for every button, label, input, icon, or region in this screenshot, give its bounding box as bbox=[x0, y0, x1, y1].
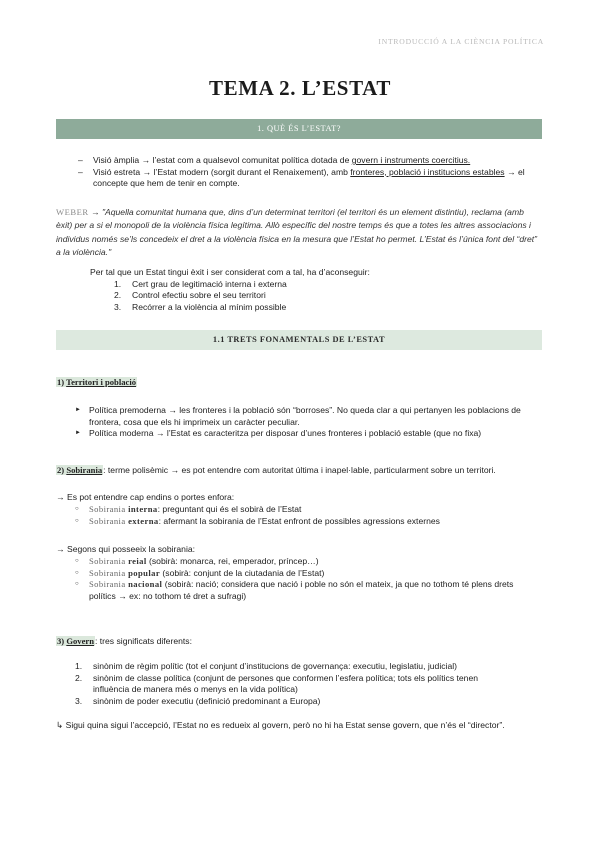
list-item: 1. sinònim de règim polític (tot el conjunt d’institucions de governança: executiu, legislatiu, judicial) bbox=[75, 661, 457, 671]
government-note: ↳ Sigui quina sigui l’accepció, l’Estat no es redueix al govern, però no hi ha Estat sense govern, que n’és el “director”. bbox=[56, 720, 505, 730]
list-item: ○ Sobirania reial (sobirà: monarca, rei, emperador, príncep…) bbox=[75, 556, 319, 566]
sovereignty-intro-1: → Es pot entendre cap endins o portes enfora: bbox=[56, 492, 235, 502]
weber-name: WEBER bbox=[56, 207, 89, 217]
list-item: ○ Sobirania externa: afermant la sobirania de l’Estat enfront de possibles agressions externes bbox=[75, 515, 440, 526]
section-heading-features: 1.1 TRETS FONAMENTALS DE L’ESTAT bbox=[56, 330, 542, 350]
weber-quote: WEBER → "Aquella comunitat humana que, dins d’un determinat territori (el territori és un element distintiu), reclama (amb èxit) per a si el monopoli de la violència física legítima. Allò específic del nostre temps és que a totes les altres associacions i individus només se’ls concedeix el dret a la violència física en la mesura que l’Estat ho permet. L’Estat és l’única font del “dret” a la violència." bbox=[56, 207, 538, 258]
list-item: ► Política moderna → l’Estat es caracteritza per disposar d’unes fronteres i població estable (que no fixa) bbox=[75, 428, 482, 438]
list-item: 2. Control efectiu sobre el seu territori bbox=[114, 290, 266, 300]
list-item: ○ Sobirania interna: preguntant qui és el sobirà de l’Estat bbox=[75, 504, 302, 514]
definition-narrow: – Visió estreta → l’Estat modern (sorgit durant el Renaixement), amb fronteres, població i institucions estables → el concepte que hem de tenir en compte. bbox=[78, 166, 525, 188]
list-item: 1. Cert grau de legitimació interna i externa bbox=[114, 278, 287, 289]
page-title: TEMA 2. L’ESTAT bbox=[209, 76, 391, 100]
list-item: ► Política premoderna → les fronteres i la població són “borroses”. No queda clar a qui pertanyen les poblacions de frontera, cosa que els hi imprimeix un caràcter peculiar. bbox=[75, 405, 521, 427]
list-item: ○ Sobirania popular (sobirà: conjunt de la ciutadania de l’Estat) bbox=[75, 567, 325, 578]
definition-broad: – Visió àmplia → l’estat com a qualsevol comunitat política dotada de govern i instruments coercitius. bbox=[78, 155, 471, 165]
list-item: 3. Recórrer a la violència al mínim possible bbox=[114, 301, 287, 312]
sovereignty-direction-list bbox=[75, 504, 540, 527]
section-heading-what-is-state: 1. QUÈ ÉS L’ESTAT? bbox=[56, 119, 542, 139]
conditions-block bbox=[90, 267, 530, 313]
government-list bbox=[75, 661, 515, 707]
sovereignty-heading: 2) Sobirania: terme polisèmic → es pot entendre com autoritat última i inapel·lable, particularment sobre un territori. bbox=[57, 465, 496, 475]
territory-list bbox=[75, 405, 540, 440]
list-item: 3. sinònim de poder executiu (definició predominant a Europa) bbox=[75, 695, 321, 706]
government-heading: 3) Govern: tres significats diferents: bbox=[57, 636, 192, 646]
territory-heading: 1) Territori i població bbox=[57, 377, 137, 387]
list-item: 2. sinònim de classe política (conjunt de persones que conformen l’esfera política; tots els polítics tenen influència de manera més o menys en la vida política) bbox=[75, 672, 479, 694]
list-item: ○ Sobirania nacional (sobirà: nació; considera que nació i poble no són el mateix, ja que no tothom té plens drets polítics → ex: no tothom té dret a sufragi) bbox=[75, 579, 514, 601]
definitions-list bbox=[78, 155, 538, 190]
sovereignty-intro-2: → Segons qui posseeix la sobirania: bbox=[56, 544, 196, 554]
sovereignty-holder-list bbox=[75, 556, 540, 602]
running-header: INTRODUCCIÓ A LA CIÈNCIA POLÍTICA bbox=[378, 37, 544, 46]
conditions-intro: Per tal que un Estat tingui èxit i ser considerat com a tal, ha d’aconseguir: bbox=[90, 267, 370, 277]
conditions-list bbox=[114, 279, 530, 314]
